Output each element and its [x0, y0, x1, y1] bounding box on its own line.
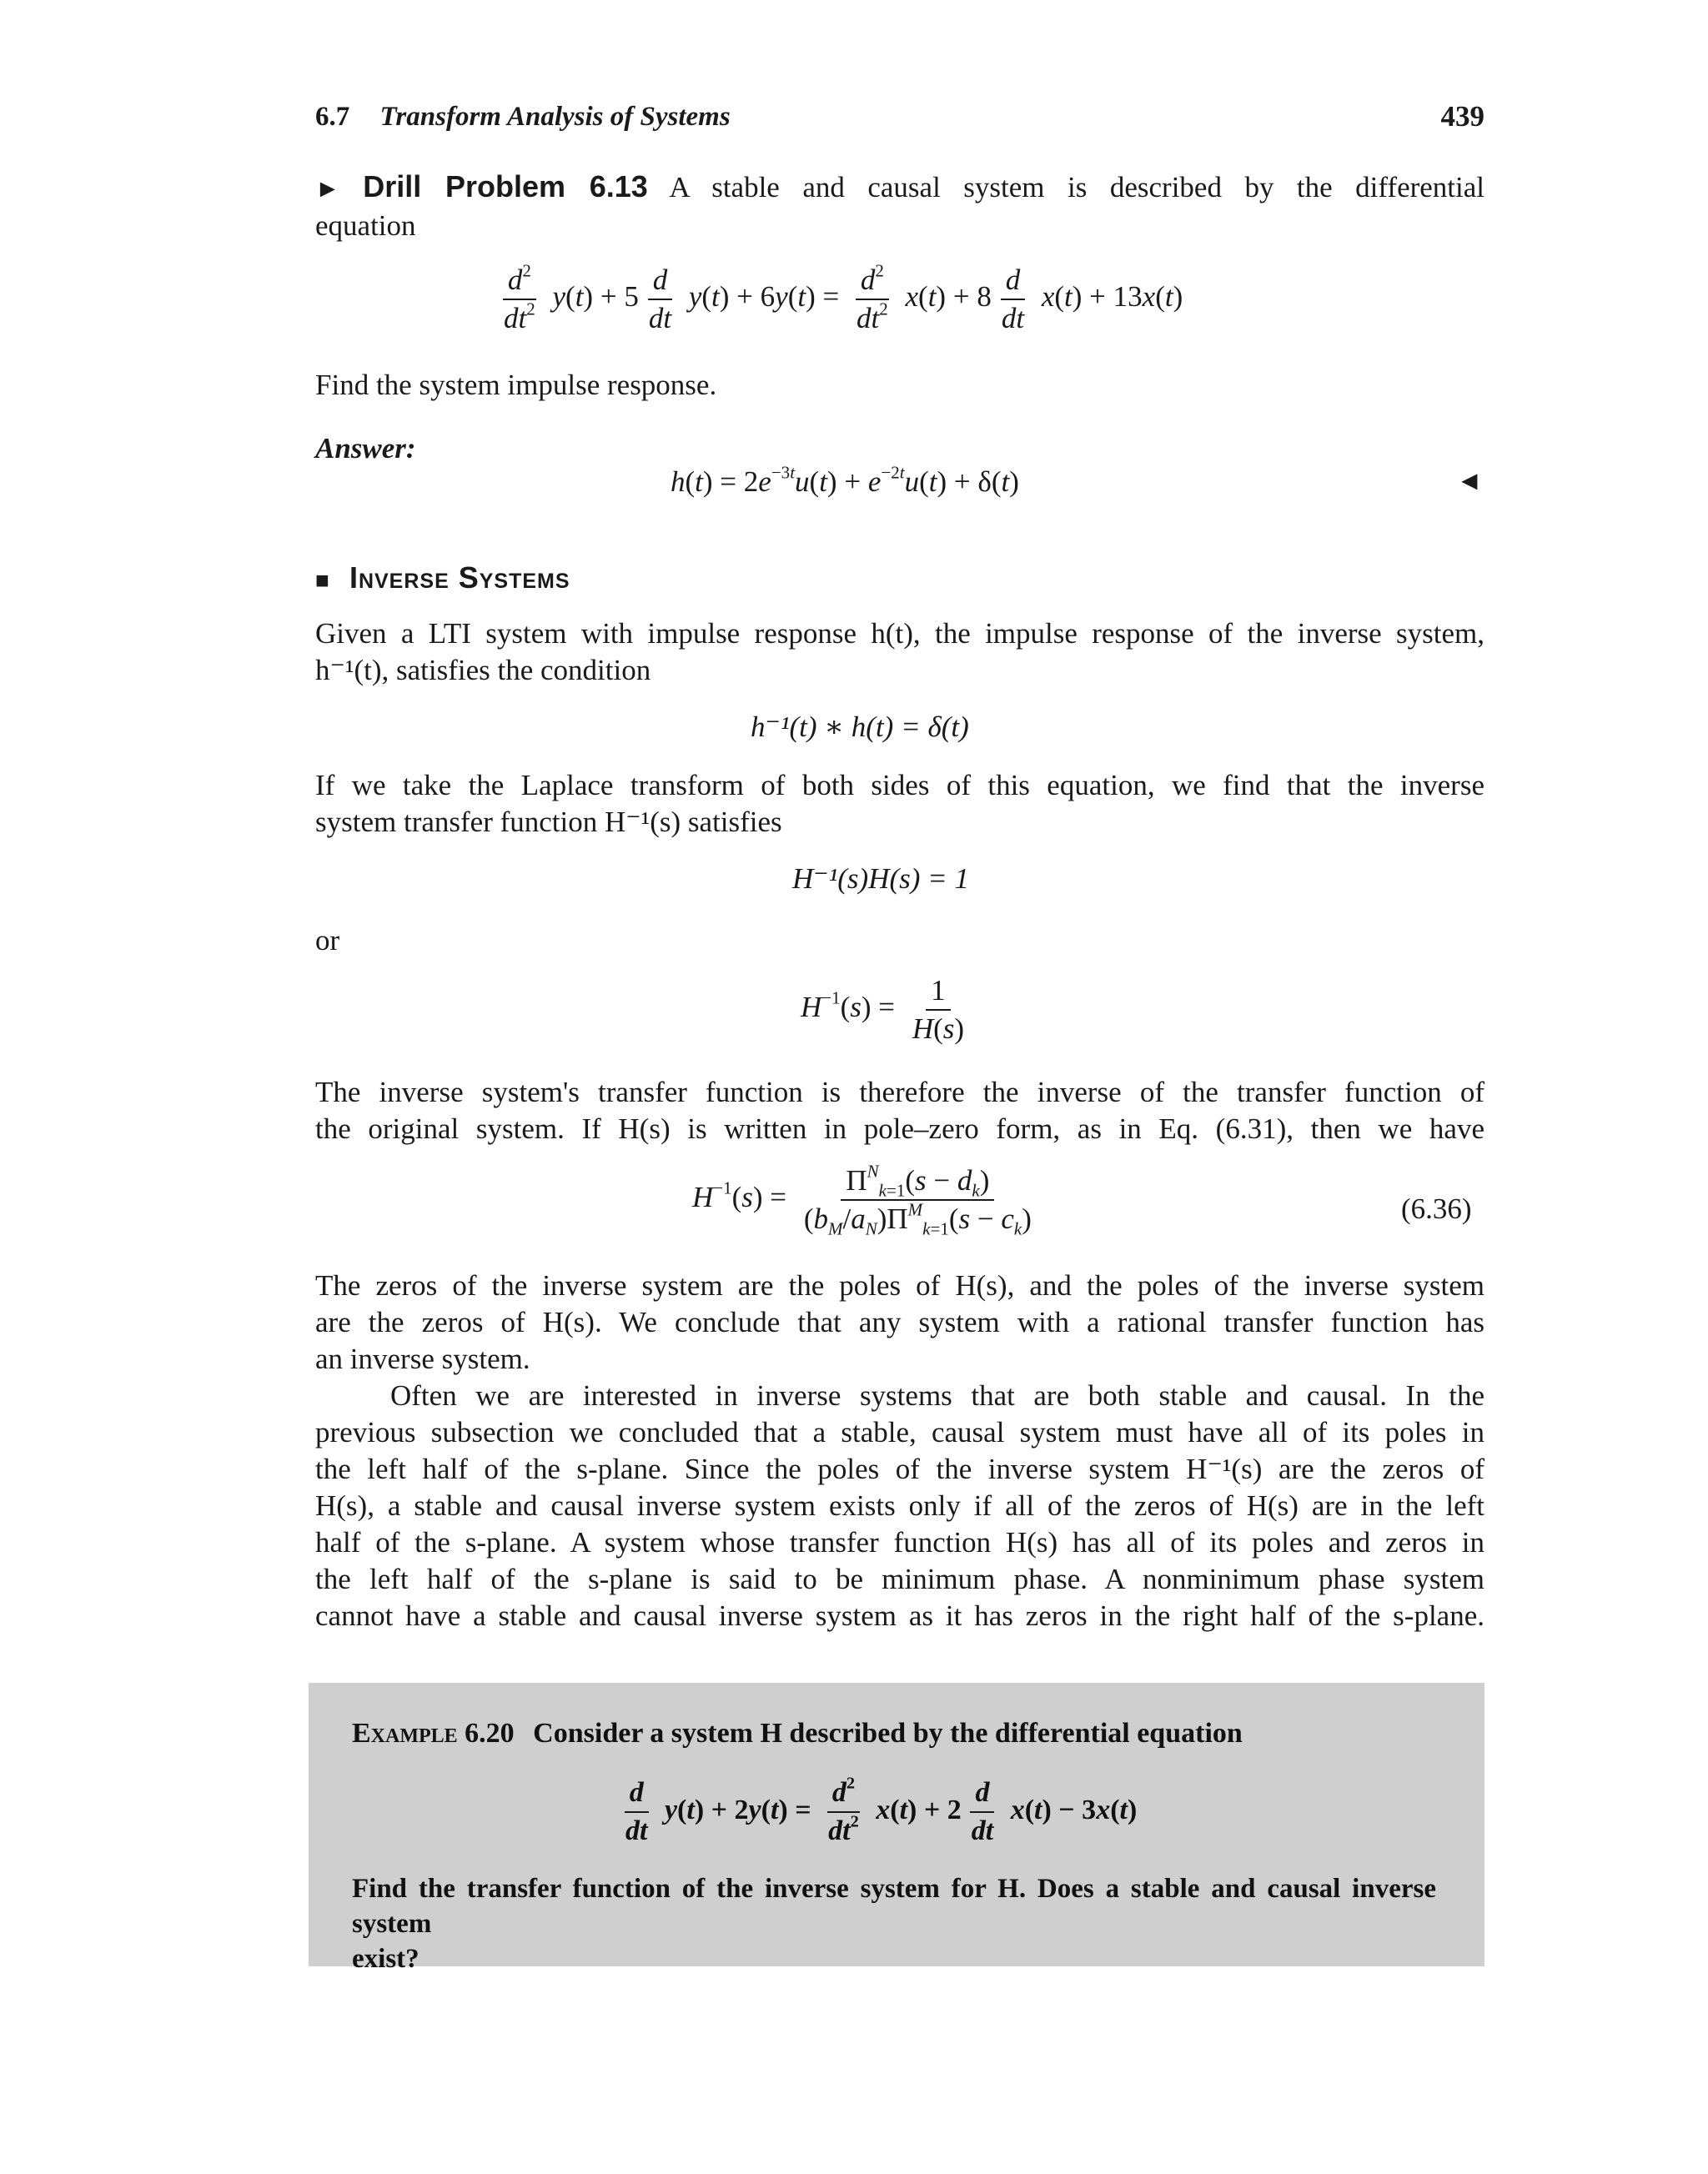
example-intro: Consider a system H described by the differential equation [533, 1718, 1243, 1749]
example-question-line2: exist? [352, 1944, 419, 1974]
eq-inverse-fraction: $H^{-1}(s)$ = $\frac{1}{H(s)}$ [801, 974, 965, 1045]
drill-answer-equation: $h(t) = 2e^{-3t}u(t) + e^{-2t}u(t) + \delta(t)$ [671, 462, 1019, 498]
para2-line2: system transfer function H⁻¹(s) satisfies [315, 806, 782, 838]
para5-line3: the left half of the s-plane. Since the poles of the inverse system H⁻¹(s) are the zeros of [315, 1453, 1484, 1485]
end-marker: ◄ [1456, 465, 1483, 495]
para5-line5: half of the s-plane. A system whose transfer function H(s) has all of its poles and zeros in [315, 1526, 1484, 1559]
para4-line3: an inverse system. [315, 1343, 530, 1375]
para5-line1: Often we are interested in inverse systems that are both stable and causal. In the [390, 1379, 1484, 1412]
eq-condition: h⁻¹(t) ∗ h(t) = δ(t) [751, 710, 969, 743]
drill-statement-line2: equation [315, 209, 416, 242]
running-header [315, 102, 731, 133]
example-label: Example 6.20 [352, 1718, 515, 1749]
para3-line1: The inverse system's transfer function is therefore the inverse of the transfer function of [315, 1076, 1484, 1108]
para1-line1: Given a LTI system with impulse response h(t), the impulse response of the inverse system, [315, 617, 1484, 650]
section-number: 6.7 [315, 102, 350, 132]
page-number: 439 [1440, 100, 1484, 133]
example-box [309, 1683, 1484, 1974]
drill-task: Find the system impulse response. [315, 369, 717, 401]
para5-line6: the left half of the s-plane is said to be minimum phase. A nonminimum phase system [315, 1563, 1484, 1595]
drill-statement-line1 [315, 168, 1484, 208]
paragraph-5 [315, 1378, 1484, 1634]
eq-product: H⁻¹(s)H(s) = 1 [792, 862, 969, 895]
heading-text: Inverse Systems [349, 560, 570, 595]
drill-problem [315, 168, 1484, 244]
para1-line2: h⁻¹(t), satisfies the condition [315, 654, 651, 686]
paragraph-1 [315, 615, 1484, 689]
para4-line1: The zeros of the inverse system are the poles of H(s), and the poles of the inverse system [315, 1269, 1484, 1302]
answer-label: Answer: [315, 432, 416, 464]
para5-line4: H(s), a stable and causal inverse system exists only if all of the zeros of H(s) are in the left [315, 1489, 1484, 1522]
eq-636: $H^{-1}(s)$ = $\frac{\Pi^N_{k=1}(s - d_k)}{(b_M/a_N)\Pi^M_{k=1}(s - c_k)}$ [692, 1161, 1032, 1239]
para5-line7: cannot have a stable and causal inverse system as it has zeros in the right half of the s-plane. [315, 1599, 1484, 1632]
example-equation: $\frac{d}{dt}$ y(t) + 2y(t) = $\frac{d^2}{dt^2}$ x(t) + 2 $\frac{d}{dt}$ x(t) − 3x(t) [625, 1774, 1138, 1846]
para5-line2: previous subsection we concluded that a stable, causal system must have all of its poles in [315, 1416, 1484, 1448]
section-title: Transform Analysis of Systems [379, 102, 731, 132]
or-word: or [315, 924, 340, 956]
equation-number: (6.36) [1401, 1192, 1472, 1225]
paragraph-3 [315, 1074, 1484, 1147]
heading-bullet: ■ [315, 567, 329, 593]
paragraph-2 [315, 767, 1484, 841]
example-header [352, 1718, 1243, 1750]
drill-marker: ► [315, 175, 340, 203]
para2-line1: If we take the Laplace transform of both sides of this equation, we find that the inverse [315, 769, 1484, 801]
paragraph-4 [315, 1268, 1484, 1378]
drill-statement: A stable and causal system is described by the differential [669, 171, 1485, 203]
drill-title: Drill Problem 6.13 [363, 169, 648, 203]
para3-line2: the original system. If H(s) is written in pole–zero form, as in Eq. (6.31), then we have [315, 1112, 1484, 1145]
example-question [352, 1871, 1436, 1976]
drill-equation: $\frac{d^2}{dt^2}$ y(t) + 5 $\frac{d}{dt}$ y(t) + 6y(t) = $\frac{d^2}{dt^2}$ x(t) + 8 $\frac{d}{dt}$ x(t) + 13x(t) [504, 260, 1183, 334]
section-heading [315, 560, 570, 595]
example-question-line1: Find the transfer function of the inverse system for H. Does a stable and causal inverse system [352, 1874, 1436, 1939]
para4-line2: are the zeros of H(s). We conclude that any system with a rational transfer function has [315, 1306, 1484, 1338]
